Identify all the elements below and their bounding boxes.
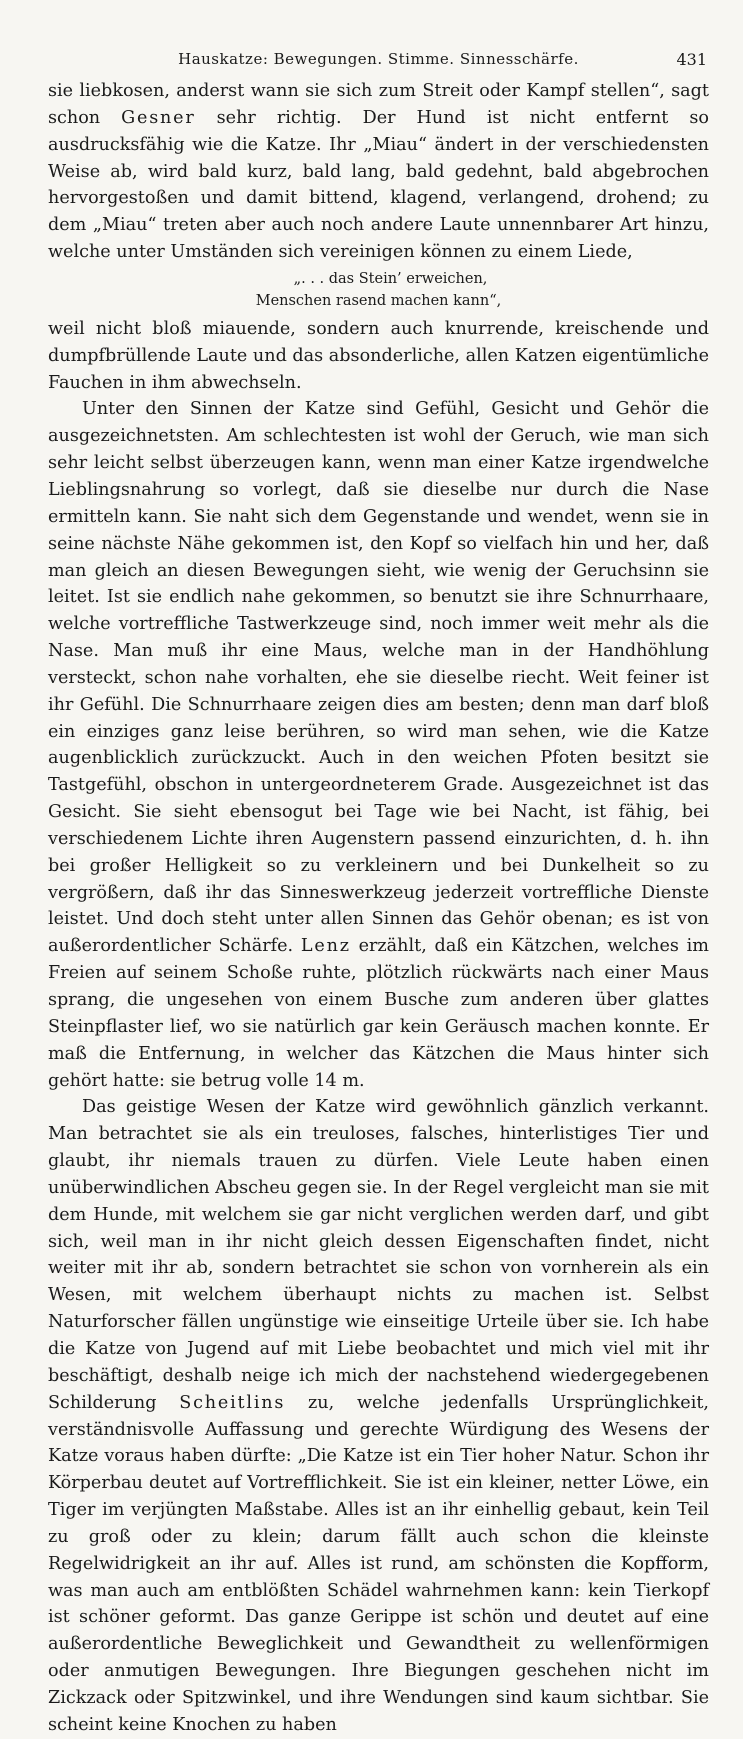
author-name-gesner: Gesner xyxy=(121,107,196,128)
page-number: 431 xyxy=(676,50,707,69)
quote-line-2: Menschen rasend machen kann“, xyxy=(255,292,502,309)
paragraph-voice: sie liebkosen, anderst wann sie sich zum Streit oder Kampf stellen“, sagt schon Gesner sehr richtig. Der Hund ist nicht entfernt so ausdrucksfähig wie die Katze. Ihr „Miau“ ändert in der verschiedensten Weise ab, wird bald kurz, bald lang, bald gedehnt, bald abgebrochen hervorgestoßen und damit bittend, klagend, verlangend, drohend; zu dem „Miau“ treten aber auch noch andere Laute unnennbarer Art hinzu, welche unter Umständen sich vereinigen können zu einem Liede, xyxy=(48,81,709,263)
quote-line-1: „. . . das Stein’ erweichen, xyxy=(293,270,488,287)
page-header xyxy=(48,46,709,78)
author-name-scheitlin: Scheitlins xyxy=(179,1392,286,1413)
paragraph-senses: Unter den Sinnen der Katze sind Gefühl, Gesicht und Gehör die ausgezeichnetsten. Am schlechtesten ist wohl der Geruch, wie man sich sehr leicht selbst überzeugen kann, wenn man einer Katze irgendwelche Lieblingsnahrung so vorlegt, daß sie dieselbe nur durch die Nase ermitteln kann. Sie naht sich dem Gegenstande und wendet, wenn sie in seine nächste Nähe gekommen ist, den Kopf so vielfach hin und her, daß man gleich an diesen Bewegungen sieht, wie wenig der Geruchsinn sie leitet. Ist sie endlich nahe gekommen, so benutzt sie ihre Schnurrhaare, welche vortreffliche Tastwerkzeuge sind, noch immer weit mehr als die Nase. Man muß ihr eine Maus, welche man in der Handhöhlung versteckt, schon nahe vorhalten, ehe sie dieselbe riecht. Weit feiner ist ihr Gefühl. Die Schnurrhaare zeigen dies am besten; denn man darf bloß ein einziges ganz leise berühren, so wird man sehen, wie die Katze augenblicklich zurückzuckt. Auch in den weichen Pfoten besitzt sie Tastgefühl, obschon in untergeordneterem Grade. Ausgezeichnet ist das Gesicht. Sie sieht ebensogut bei Tage wie bei Nacht, ist fähig, bei verschiedenem Lichte ihren Augenstern passend einzurichten, d. h. ihn bei großer Helligkeit so zu verkleinern und bei Dunkelheit so zu vergrößern, daß ihr das Sinneswerkzeug jederzeit vortreffliche Dienste leistet. Und doch steht unter allen Sinnen das Gehör obenan; es ist von außerordentlicher Schärfe. Lenz erzählt, daß ein Kätzchen, welches im Freien auf seinem Schoße ruhte, plötzlich rückwärts nach einer Maus sprang, die ungesehen von einem Busche zum anderen über glattes Steinpflaster lief, wo sie natürlich gar kein Geräusch machen konnte. Er maß die Entfernung, in welcher das Kätzchen die Maus hinter sich gehört hatte: sie betrug volle 14 m. xyxy=(48,399,709,1091)
page-body xyxy=(48,78,709,1739)
verse-quote xyxy=(48,268,709,312)
paragraph-character: Das geistige Wesen der Katze wird gewöhnlich gänzlich verkannt. Man betrachtet sie als ein treuloses, falsches, hinterlistiges Tier und glaubt, ihr niemals trauen zu dürfen. Viele Leute haben einen unüberwindlichen Abscheu gegen sie. In der Regel vergleicht man sie mit dem Hunde, mit welchem sie gar nicht verglichen werden darf, und gibt sich, weil man in ihr nicht gleich dessen Eigenschaften findet, nicht weiter mit ihr ab, sondern betrachtet sie schon von vornherein als ein Wesen, mit welchem überhaupt nichts zu machen ist. Selbst Naturforscher fällen ungünstige wie einseitige Urteile über sie. Ich habe die Katze von Jugend auf mit Liebe beobachtet und mich viel mit ihr beschäftigt, deshalb neige ich mich der nachstehend wiedergegebenen Schilderung Scheitlins zu, welche jedenfalls Ursprünglichkeit, verständnisvolle Auffassung und gerechte Würdigung des Wesens der Katze voraus haben dürfte: „Die Katze ist ein Tier hoher Natur. Schon ihr Körperbau deutet auf Vortrefflichkeit. Sie ist ein kleiner, netter Löwe, ein Tiger im verjüngten Maßstabe. Alles ist an ihr einhellig gebaut, kein Teil zu groß oder zu klein; darum fällt auch schon die kleinste Regelwidrigkeit an ihr auf. Alles ist rund, am schönsten die Kopfform, was man auch am entblößten Schädel wahrnehmen kann: kein Tierkopf ist schöner geformt. Das ganze Gerippe ist schön und deutet auf eine außerordentliche Beweglichkeit und Gewandtheit zu wellenförmigen oder anmutigen Bewegungen. Ihre Biegungen geschehen nicht im Zickzack oder Spitzwinkel, und ihre Wendungen sind kaum sichtbar. Sie scheint keine Knochen zu haben xyxy=(48,1097,709,1735)
running-head: Hauskatze: Bewegungen. Stimme. Sinnesschärfe. xyxy=(178,50,579,68)
paragraph-voice-continued: weil nicht bloß miauende, sondern auch knurrende, kreischende und dumpfbrüllende Laute und das absonderliche, allen Katzen eigentümliche Fauchen in ihm abwechseln. xyxy=(48,318,709,393)
author-name-lenz: Lenz xyxy=(300,936,351,957)
